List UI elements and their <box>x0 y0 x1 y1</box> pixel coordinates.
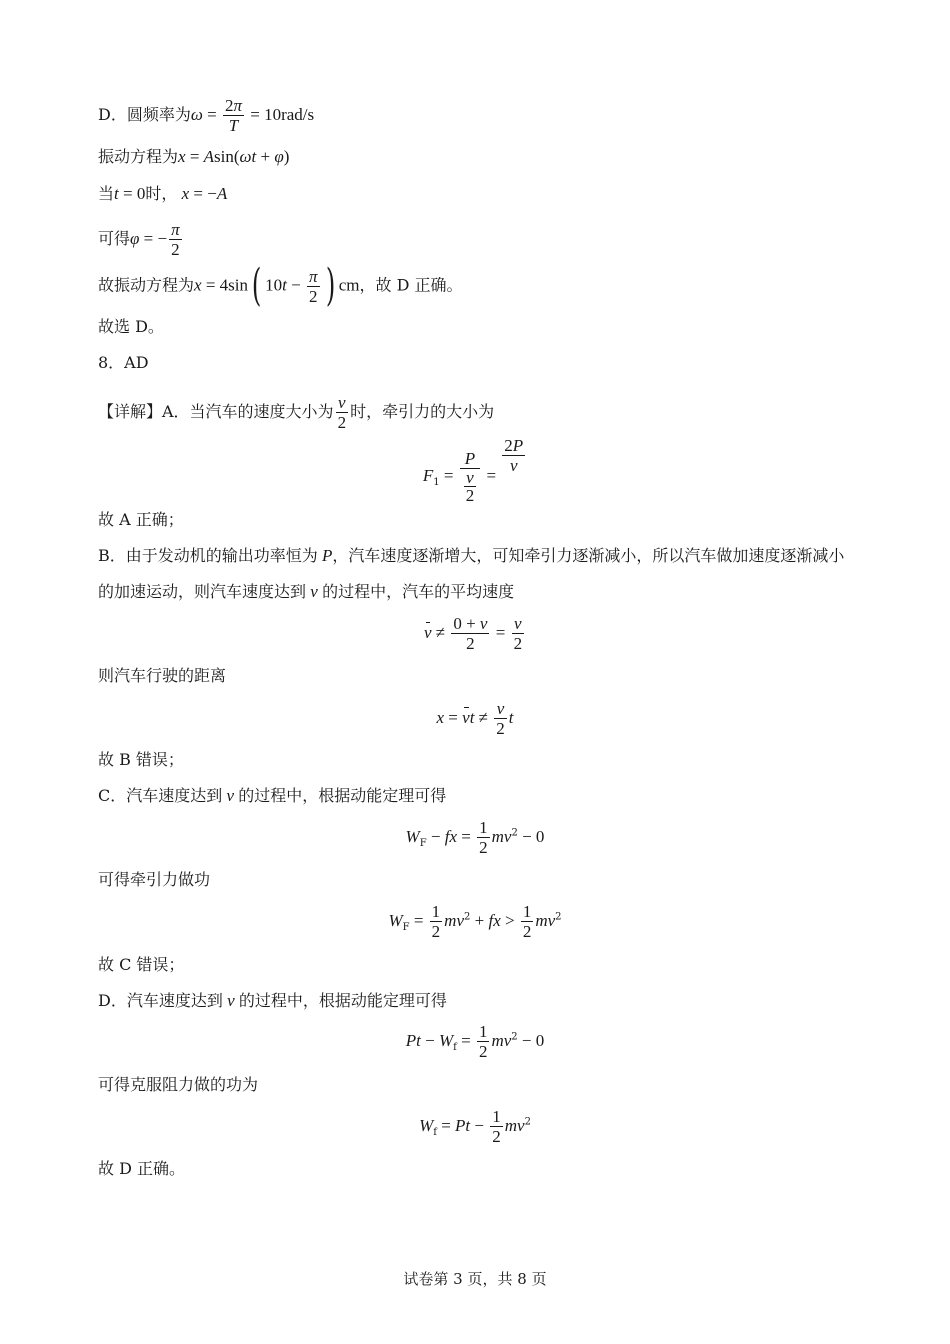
equation-distance: x = vt ≠ $\frac{v}{2}$ t <box>436 699 514 738</box>
text-line-t0: 当t = 0时， x = −A <box>98 184 228 203</box>
line-text: 可得 <box>98 229 131 248</box>
line-text: D．汽车速度达到 <box>98 991 223 1010</box>
line-text: B．由于发动机的输出功率恒为 <box>98 546 318 565</box>
line-text: 的过程中，根据动能定理可得 <box>238 786 447 805</box>
text-line-explain-b: B．由于发动机的输出功率恒为 P，汽车速度逐渐增大，可知牵引力逐渐减小，所以汽车做加速度逐渐减小 <box>98 546 845 565</box>
text-line-c-wrong: 故 C 错误； <box>98 955 185 974</box>
line-text: 【详解】A．当汽车的速度大小为 <box>98 402 334 421</box>
text-line-omega: D．圆频率为ω = $\frac{2\pi}{T}$ = 10rad/s <box>98 96 315 135</box>
equation-traction-force: $F_1$ = $\frac{P}{\frac{v}{2}}$ = $\frac{2P}{v}$ <box>422 436 524 505</box>
text-line-final-eq: 故振动方程为x = 4sin( 10t − $\frac{\pi}{2}$ ) cm，故 D 正确。 <box>98 260 463 311</box>
equation-work-energy-d: $Pt - W_f$ = $\frac{1}{2}$ $mv^2 - 0$ <box>405 1022 545 1061</box>
text-line-vibration-eq: 振动方程为x = Asin(ωt + φ) <box>98 147 290 166</box>
equation-traction-work: $W_F$ = $\frac{1}{2}$ $mv^2$ + fx > $\frac{1}{2}$ $mv^2$ <box>388 902 562 941</box>
equation-work-energy-c: $W_F$ − fx = $\frac{1}{2}$ $mv^2 - 0$ <box>405 818 545 857</box>
question-8-answer: 8．AD <box>98 353 149 372</box>
line-text: 时，牵引力的大小为 <box>350 402 495 421</box>
equation-average-velocity: v ≠ $\frac{0 + v}{2}$ = $\frac{v}{2}$ <box>423 614 523 653</box>
text-line-choose-d: 故选 D。 <box>98 317 164 336</box>
line-text: 振动方程为 <box>98 147 179 166</box>
equation-resistance-work: $W_f = Pt$ − $\frac{1}{2}$ $mv^2$ <box>419 1107 531 1146</box>
text-line-resistance-work: 可得克服阻力做的功为 <box>98 1075 259 1094</box>
text-line-explain-d: D．汽车速度达到 v 的过程中，根据动能定理可得 <box>98 991 447 1010</box>
line-text: ，故 D 正确。 <box>359 275 463 295</box>
text-line-phi: 可得φ = − $\frac{\pi}{2}$ <box>98 220 180 259</box>
text-line-explain-c: C．汽车速度达到 v 的过程中，根据动能定理可得 <box>98 786 447 805</box>
line-text: C．汽车速度达到 <box>98 786 223 805</box>
page-footer: 试卷第 3 页，共 8 页 <box>403 1270 547 1288</box>
line-text: D．圆频率为 <box>98 105 191 124</box>
line-text: 时， <box>145 184 178 203</box>
line-text: 当 <box>98 184 115 203</box>
line-text: 的过程中，汽车的平均速度 <box>322 582 515 601</box>
text-line-d-correct: 故 D 正确。 <box>98 1159 186 1178</box>
text-line-b-wrong: 故 B 错误； <box>98 750 184 769</box>
text-line-explain-a: 【详解】A．当汽车的速度大小为 $\frac{v}{2}$ 时，牵引力的大小为 <box>98 393 495 432</box>
line-text: ，汽车速度逐渐增大，可知牵引力逐渐减小，所以汽车做加速度逐渐减小 <box>332 546 845 565</box>
line-text: 的过程中，根据动能定理可得 <box>238 991 447 1010</box>
text-line-a-correct: 故 A 正确； <box>98 510 184 529</box>
line-text: 故振动方程为 <box>98 275 195 295</box>
text-line-explain-b-cont: 的加速运动，则汽车速度达到 v 的过程中，汽车的平均速度 <box>98 582 515 601</box>
line-text: 的加速运动，则汽车速度达到 <box>98 582 307 601</box>
text-line-distance: 则汽车行驶的距离 <box>98 666 227 685</box>
text-line-traction-work: 可得牵引力做功 <box>98 870 211 889</box>
